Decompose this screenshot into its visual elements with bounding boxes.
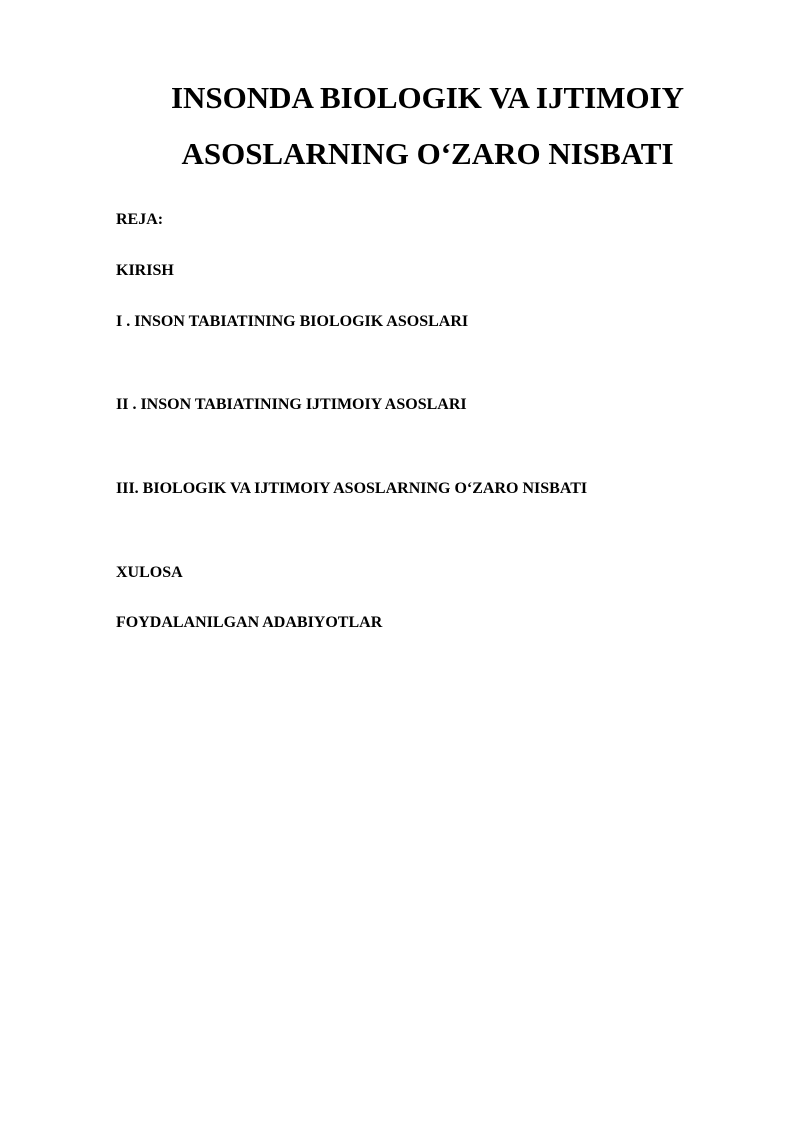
outline-item-references: FOYDALANILGAN ADABIYOTLAR <box>116 614 383 631</box>
outline-item-chapter-1: I . INSON TABIATINING BIOLOGIK ASOSLARI <box>116 313 469 330</box>
plan-heading: REJA: <box>116 211 164 228</box>
outline-item-chapter-2: II . INSON TABIATINING IJTIMOIY ASOSLARI <box>116 396 467 413</box>
outline-item-introduction: KIRISH <box>116 262 174 279</box>
outline-item-chapter-3: III. BIOLOGIK VA IJTIMOIY ASOSLARNING O‘ZARO NISBATI <box>116 480 588 497</box>
document-title-line-2: ASOSLARNING O‘ZARO NISBATI <box>181 136 674 171</box>
outline-item-conclusion: XULOSA <box>116 564 183 581</box>
document-title-line-1: INSONDA BIOLOGIK VA IJTIMOIY <box>170 80 685 115</box>
